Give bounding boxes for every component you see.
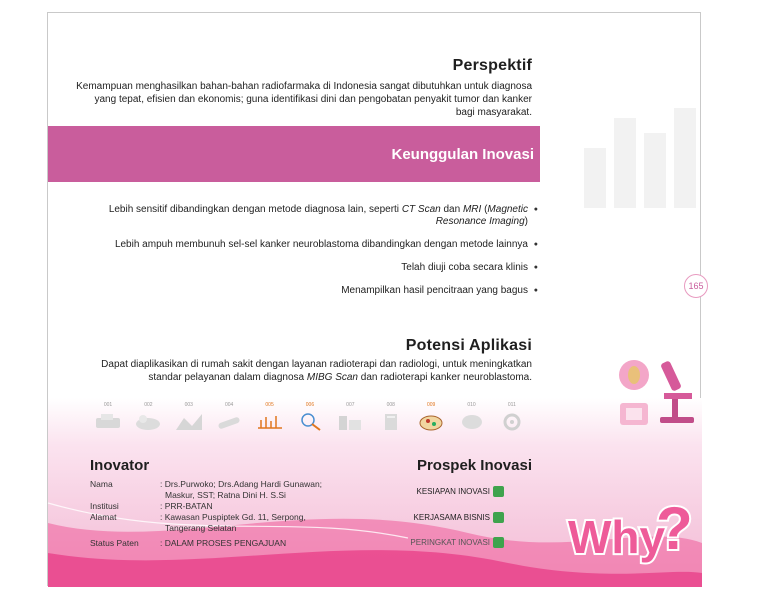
table-row xyxy=(90,479,322,490)
sector-number: 010 xyxy=(467,402,476,408)
info-value: : DALAM PROSES PENGAJUAN xyxy=(160,538,287,548)
list-item: Telah diuji coba secara klinis ● xyxy=(68,262,538,274)
sector-icon xyxy=(373,402,409,442)
perspektif-line: Kemampuan menghasilkan bahan-bahan radiofarmaka di Indonesia sangat dibutuhkan untuk diagnosa xyxy=(76,81,532,92)
inovator-heading: Inovator xyxy=(90,457,150,474)
keunggulan-band xyxy=(48,126,540,182)
potensi-line xyxy=(62,371,532,384)
keunggulan-list xyxy=(68,204,538,308)
perspektif-heading: Perspektif xyxy=(452,57,532,74)
background-decoration xyxy=(580,98,700,208)
bullet-text-italic: CT Scan xyxy=(401,204,441,215)
sector-icon xyxy=(130,402,166,442)
bullet-text: ( xyxy=(481,204,488,215)
info-label-empty xyxy=(90,523,160,534)
sector-number: 011 xyxy=(507,402,516,408)
prospek-kesiapan-label: KESIAPAN INOVASI xyxy=(416,487,490,496)
list-item: Menampilkan hasil pencitraan yang bagus ● xyxy=(68,285,538,297)
sector-number: 008 xyxy=(386,402,395,408)
table-row xyxy=(90,501,322,512)
table-row xyxy=(90,490,322,501)
sector-number: 002 xyxy=(144,402,153,408)
info-label: Alamat xyxy=(90,512,117,522)
laboratory-illustration xyxy=(614,353,704,433)
list-item xyxy=(68,204,538,228)
sector-number: 004 xyxy=(225,402,234,408)
sector-icon-highlighted xyxy=(413,402,449,442)
sector-icon xyxy=(454,402,490,442)
table-row xyxy=(90,534,322,549)
page xyxy=(47,12,704,586)
info-label-empty xyxy=(90,490,160,501)
sector-number: 007 xyxy=(346,402,355,408)
potensi-text-part: dan radioterapi kanker neuroblastoma. xyxy=(358,372,532,383)
table-row xyxy=(90,512,322,523)
info-value: Maskur, SST; Ratna Dini H. S.Si xyxy=(165,490,286,500)
info-label: Nama xyxy=(90,479,113,489)
prospek-kerjasama-label: KERJASAMA BISNIS xyxy=(413,513,490,522)
sector-icon xyxy=(171,402,207,442)
info-label: Status Paten xyxy=(90,538,139,548)
table-row xyxy=(90,523,322,534)
potensi-text xyxy=(62,358,532,384)
sector-number: 003 xyxy=(184,402,193,408)
list-item: Lebih ampuh membunuh sel-sel kanker neuroblastoma dibandingkan dengan metode lainnya ● xyxy=(68,239,538,251)
sector-icon xyxy=(90,402,126,442)
inovator-table xyxy=(90,479,322,549)
sector-number: 006 xyxy=(305,402,315,408)
bullet-text: ) xyxy=(524,216,528,227)
bullet-text-italic: Magnetic Resonance Imaging xyxy=(435,204,528,227)
perspektif-line: bagi masyarakat. xyxy=(455,107,532,118)
sector-icon-highlighted xyxy=(252,402,288,442)
potensi-text-part: standar pelayanan dalam diagnosa xyxy=(148,372,307,383)
prospek-peringkat-label: PERINGKAT INOVASI xyxy=(410,538,490,547)
bullet-text: dan xyxy=(440,204,463,215)
why-question-mark: ? xyxy=(656,495,693,562)
sector-icon xyxy=(211,402,247,442)
perspektif-line: yang tepat, efisien dan ekonomis; guna identifikasi dini dan pengobatan penyakit tumor dan kanker xyxy=(94,94,532,105)
info-label: Institusi xyxy=(90,501,119,511)
page-number: 165 xyxy=(684,274,708,298)
potensi-line: Dapat diaplikasikan di rumah sakit dengan layanan radioterapi dan radiologi, untuk meningkatkan xyxy=(101,359,532,370)
potensi-text-italic: MIBG Scan xyxy=(306,372,358,383)
sector-icon xyxy=(332,402,368,442)
sector-icon xyxy=(494,402,530,442)
bullet-text-italic: MRI xyxy=(462,204,482,215)
potensi-heading: Potensi Aplikasi xyxy=(405,337,532,354)
thumbs-up-icon xyxy=(493,537,504,548)
why-logo xyxy=(564,491,704,571)
info-value: : PRR-BATAN xyxy=(160,501,213,511)
perspektif-text xyxy=(62,80,532,119)
prospek-heading: Prospek Inovasi xyxy=(416,457,532,474)
gear-icon xyxy=(493,486,504,497)
why-text: Why xyxy=(568,511,666,563)
bullet-text: Lebih sensitif dibandingkan dengan metode diagnosa lain, seperti xyxy=(108,204,402,215)
sector-icon-row xyxy=(90,402,530,442)
sector-number: 005 xyxy=(265,402,274,408)
info-value: : Drs.Purwoko; Drs.Adang Hardi Gunawan; xyxy=(160,479,323,489)
info-value: : Kawasan Puspiptek Gd. 11, Serpong, xyxy=(160,512,306,522)
info-value: Tangerang Selatan xyxy=(165,523,237,533)
keunggulan-heading: Keunggulan Inovasi xyxy=(391,146,534,163)
sector-icon-highlighted xyxy=(292,402,328,442)
sector-number: 009 xyxy=(426,402,436,408)
sector-number: 001 xyxy=(103,402,113,408)
handshake-icon xyxy=(493,512,504,523)
